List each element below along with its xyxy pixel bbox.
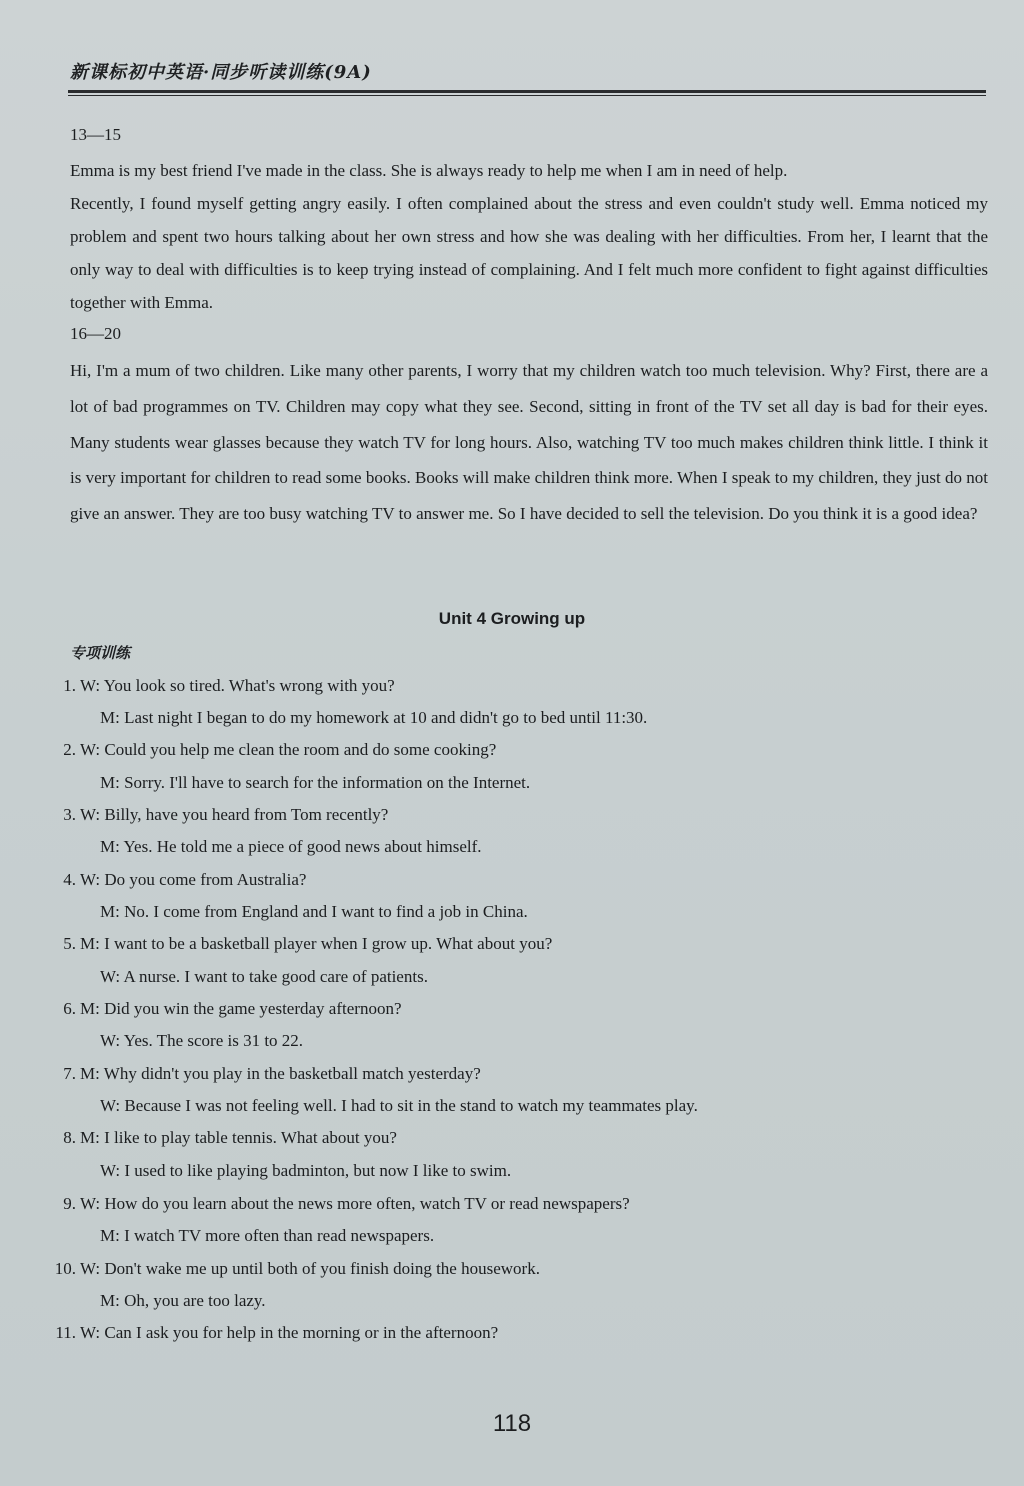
dialogue-2-answer: M: Sorry. I'll have to search for the information on the Internet. — [100, 773, 531, 792]
dialogue-1-answer: M: Last night I began to do my homework at 10 and didn't go to bed until 11:30. — [100, 708, 648, 727]
dialogue-number: 5. — [63, 934, 76, 953]
dialogue-3-question: 3. W: Billy, have you heard from Tom recently? — [46, 803, 388, 827]
dialogue-11-question: 11. W: Can I ask you for help in the morning or in the afternoon? — [46, 1321, 498, 1345]
running-header: 新课标初中英语·同步听读训练(9A) — [70, 62, 372, 83]
dialogue-number: 1. — [63, 676, 76, 695]
section-label-13-15: 13—15 — [70, 125, 121, 144]
dialogue-8-answer: W: I used to like playing badminton, but now I like to swim. — [100, 1161, 512, 1180]
dialogue-number: 3. — [63, 805, 76, 824]
dialogue-number: 7. — [63, 1064, 76, 1083]
dialogue-6-answer: W: Yes. The score is 31 to 22. — [100, 1031, 304, 1050]
header-rule-thick — [68, 90, 986, 93]
dialogue-1-question: 1. W: You look so tired. What's wrong with you? — [46, 674, 395, 698]
paragraph-13-15-main: Recently, I found myself getting angry easily. I often complained about the stress and even couldn't study well. Emma noticed my problem and spent two hours talking about her own stress and how she was dealing with her difficulties. From her, I learnt that the only way to deal with difficulties is to keep trying instead of complaining. And I felt much more confident to fight against difficulties together with Emma. — [70, 194, 988, 312]
dialogue-9-question: 9. W: How do you learn about the news more often, watch TV or read newspapers? — [46, 1192, 630, 1216]
dialogue-8-question: 8. M: I like to play table tennis. What about you? — [46, 1126, 397, 1150]
dialogue-7-answer: W: Because I was not feeling well. I had to sit in the stand to watch my teammates play. — [100, 1096, 698, 1115]
dialogue-number: 2. — [63, 740, 76, 759]
dialogue-4-answer: M: No. I come from England and I want to find a job in China. — [100, 902, 528, 921]
dialogue-number: 11. — [55, 1323, 76, 1342]
header-rule-thin — [68, 95, 986, 96]
dialogue-2-question: 2. W: Could you help me clean the room and do some cooking? — [46, 738, 496, 762]
section-subtitle: 专项训练 — [70, 644, 131, 662]
dialogue-9-answer: M: I watch TV more often than read newspapers. — [100, 1226, 435, 1245]
dialogue-3-answer: M: Yes. He told me a piece of good news about himself. — [100, 837, 482, 856]
section-label-16-20: 16—20 — [70, 324, 121, 343]
dialogue-10-question: 10. W: Don't wake me up until both of you finish doing the housework. — [46, 1257, 540, 1281]
dialogue-4-question: 4. W: Do you come from Australia? — [46, 868, 306, 892]
dialogue-number: 9. — [63, 1194, 76, 1213]
page-number: 118 — [492, 1410, 532, 1437]
dialogue-number: 4. — [63, 870, 76, 889]
transcript-body — [70, 122, 988, 532]
dialogue-6-question: 6. M: Did you win the game yesterday afternoon? — [46, 997, 402, 1021]
dialogue-number: 8. — [63, 1128, 76, 1147]
dialogue-7-question: 7. M: Why didn't you play in the basketball match yesterday? — [46, 1062, 481, 1086]
dialogue-5-answer: W: A nurse. I want to take good care of patients. — [100, 967, 428, 986]
dialogue-number: 6. — [63, 999, 76, 1018]
dialogue-5-question: 5. M: I want to be a basketball player when I grow up. What about you? — [46, 932, 552, 956]
paragraph-13-15-line-1: Emma is my best friend I've made in the class. She is always ready to help me when I am in need of help. — [70, 161, 788, 180]
paragraph-16-20: Hi, I'm a mum of two children. Like many other parents, I worry that my children watch too much television. Why? First, there are a lot of bad programmes on TV. Children may copy what they see. Second, sitting in front of the TV set all day is bad for their eyes. Many students wear glasses because they watch TV for long hours. Also, watching TV too much makes children think little. I think it is very important for children to read some books. Books will make children think more. When I speak to my children, they just do not give an answer. They are too busy watching TV to answer me. So I have decided to sell the television. Do you think it is a good idea? — [70, 361, 988, 524]
dialogue-number: 10. — [54, 1259, 76, 1278]
unit-title: Unit 4 Growing up — [438, 609, 586, 628]
dialogue-10-answer: M: Oh, you are too lazy. — [100, 1291, 266, 1310]
